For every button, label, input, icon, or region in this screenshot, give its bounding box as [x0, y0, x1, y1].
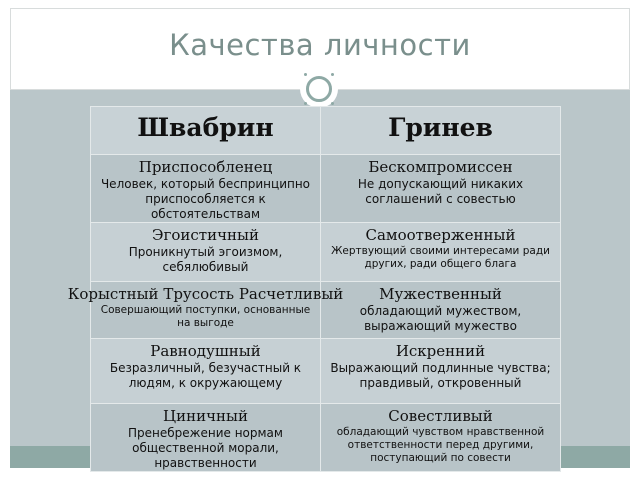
trait-description: Жертвующий своими интересами ради других, ради общего блага	[331, 245, 550, 270]
slide-title: Качества личности	[169, 28, 471, 62]
header-shvabrin: Швабрин	[91, 107, 321, 155]
cell-left	[91, 404, 321, 472]
table-row	[91, 155, 561, 223]
cell-left	[91, 223, 321, 282]
trait-description: Выражающий подлинные чувства; правдивый, откровенный	[330, 361, 551, 390]
trait-name: Искренний	[395, 342, 486, 360]
trait-name: Совестливый	[388, 407, 493, 425]
trait-description: обладающий мужеством, выражающий мужество	[359, 304, 522, 333]
trait-description: Безразличный, безучастный к людям, к окружающему	[109, 361, 302, 390]
cell-right	[321, 339, 561, 404]
trait-description: Пренебрежение нормам общественной морали, нравственности	[128, 426, 283, 470]
table-row	[91, 404, 561, 472]
trait-description: Не допускающий никаких соглашений с совестью	[357, 177, 524, 206]
trait-description: обладающий чувством нравственной ответственности перед другими, поступающий по совести	[336, 426, 545, 464]
trait-name: Самоотверженный	[365, 226, 516, 244]
cell-left	[67, 282, 344, 339]
trait-name: Мужественный	[379, 285, 502, 303]
table-row	[91, 282, 561, 339]
trait-name: Бескомпромиссен	[368, 158, 513, 176]
cell-right	[321, 155, 561, 223]
trait-name: Приспособленец	[138, 158, 273, 176]
cell-left	[91, 339, 321, 404]
table-row	[91, 223, 561, 282]
trait-description: Проникнутый эгоизмом, себялюбивый	[128, 245, 283, 274]
cell-right	[321, 404, 561, 472]
trait-name: Циничный	[163, 407, 248, 425]
cell-left	[91, 155, 321, 223]
trait-name: Равнодушный	[150, 342, 261, 360]
trait-name: Эгоистичный	[152, 226, 259, 244]
header-grinev: Гринев	[321, 107, 561, 155]
trait-name: Корыстный Трусость Расчетливый	[67, 285, 344, 303]
cell-right	[321, 282, 561, 339]
cell-right	[321, 223, 561, 282]
circle-ornament-icon	[300, 70, 338, 108]
traits-table	[67, 106, 561, 472]
table-header-row	[91, 107, 561, 155]
trait-description: Человек, который беспринципно приспособляется к обстоятельствам	[100, 177, 311, 221]
table-row	[91, 339, 561, 404]
trait-description: Совершающий поступки, основанные на выгоде	[100, 304, 311, 329]
